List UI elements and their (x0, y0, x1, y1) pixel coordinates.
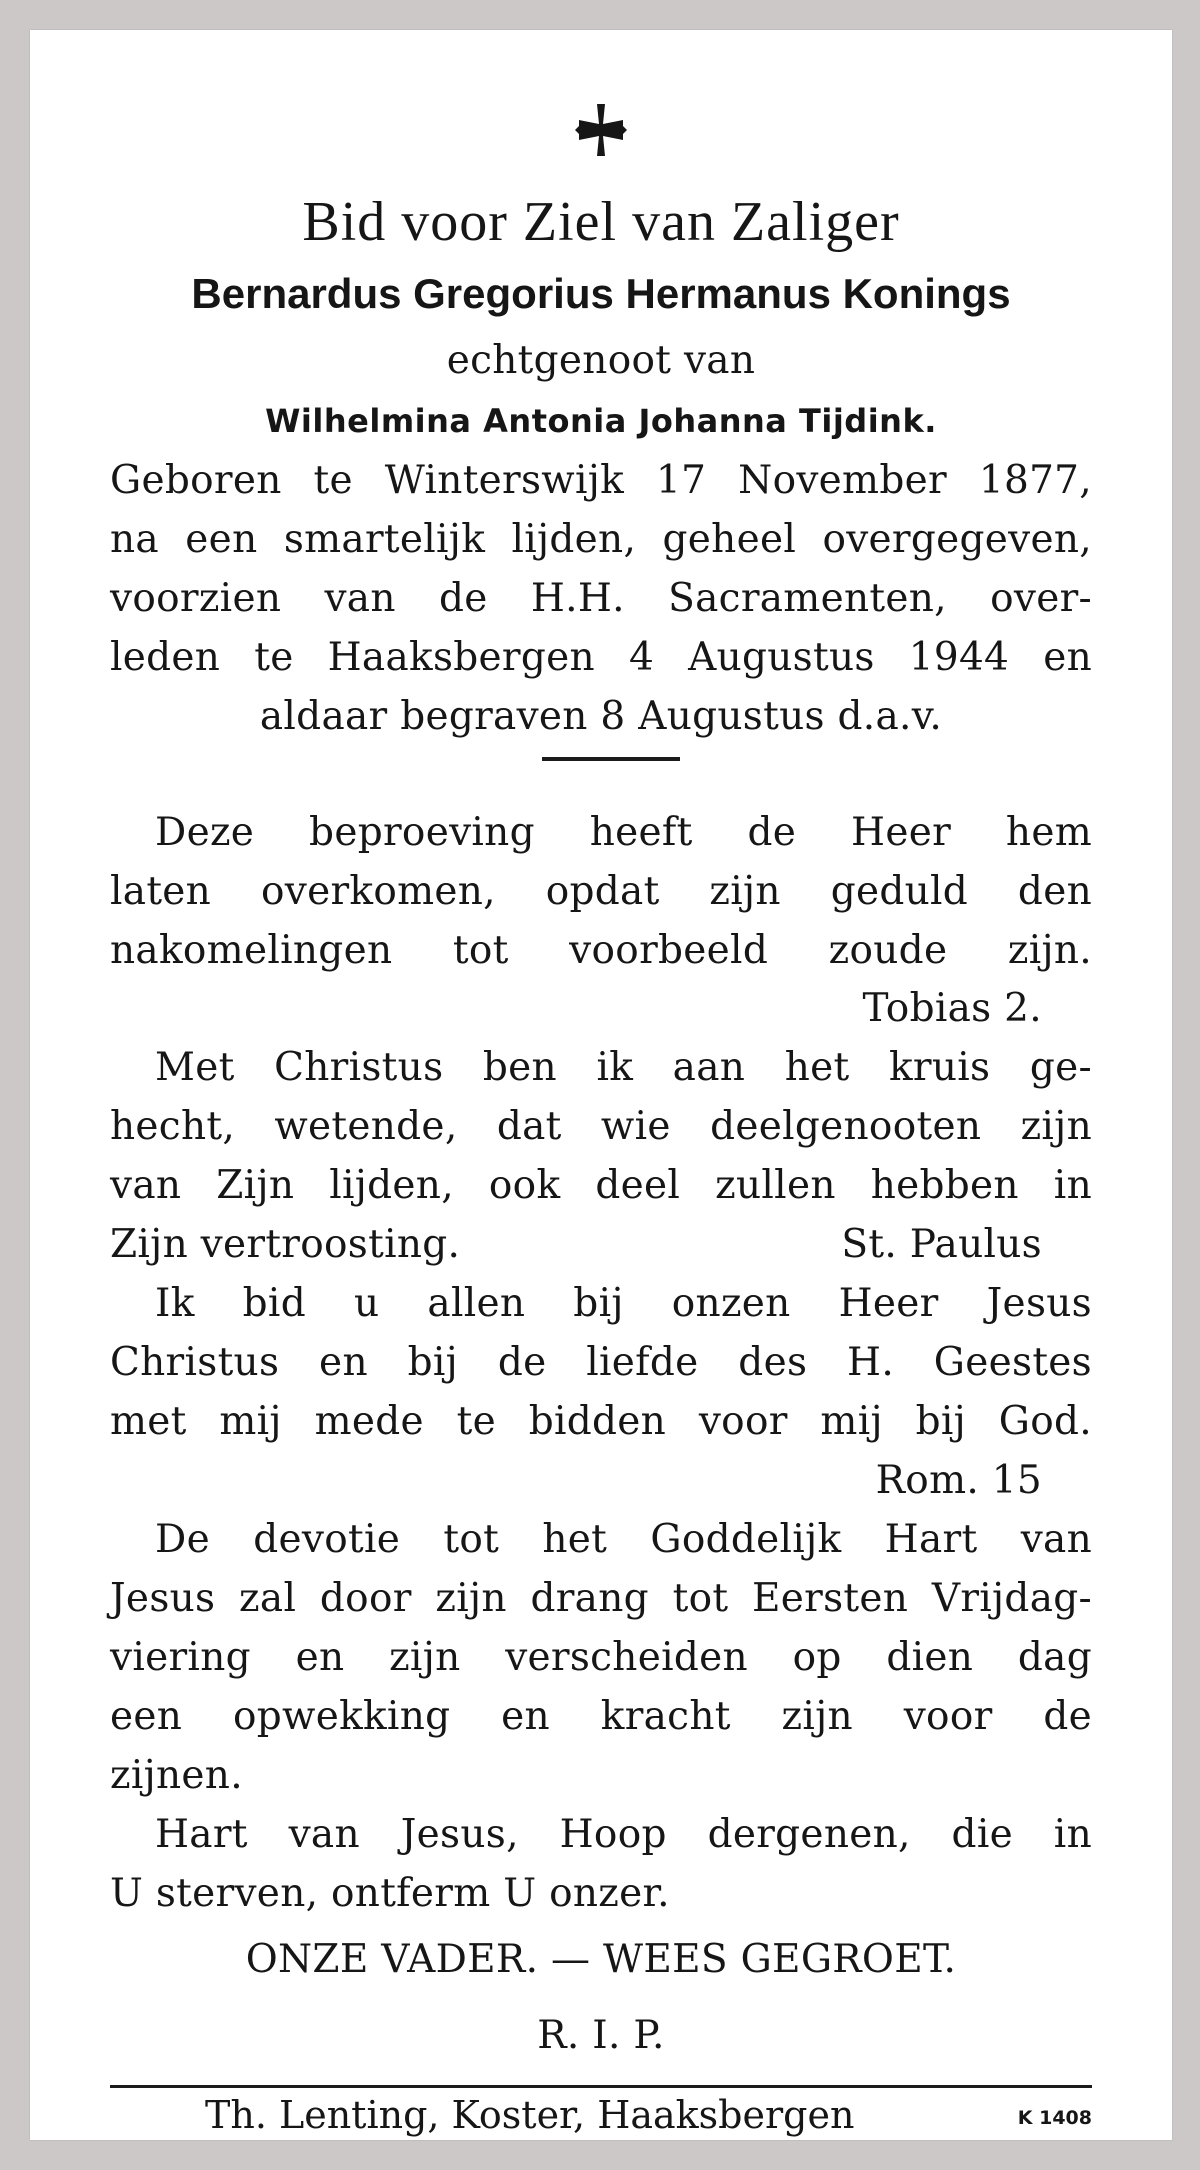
verse-line: laten overkomen, opdat zijn geduld den (110, 869, 1092, 914)
card-heading: Bid voor Ziel van Zaliger (302, 191, 900, 253)
verse-line: met mij mede te bidden voor mij bij God. (110, 1399, 1092, 1444)
verse-source: St. Paulus (841, 1222, 1042, 1267)
deceased-name: Bernardus Gregorius Hermanus Konings (191, 270, 1011, 317)
verse-line: Christus en bij de liefde des H. Geestes (110, 1340, 1092, 1385)
spouse-name: Wilhelmina Antonia Johanna Tijdink. (265, 402, 937, 440)
printer-name: Th. Lenting, Koster, Haaksbergen (205, 2093, 855, 2137)
devotion-line: Jesus zal door zijn drang tot Eersten Vrijdag- (110, 1576, 1092, 1621)
verse-line: Met Christus ben ik aan het kruis ge- (155, 1045, 1092, 1090)
verse-line: hecht, wetende, dat wie deelgenooten zijn (110, 1104, 1092, 1149)
print-code: K 1408 (1017, 2107, 1092, 2129)
divider-long (110, 2085, 1092, 2088)
devotion-line: De devotie tot het Goddelijk Hart van (155, 1517, 1092, 1562)
verse-line: Deze beproeving heeft de Heer hem (155, 810, 1092, 855)
rip-text: R. I. P. (537, 2013, 665, 2058)
devotion-line: een opwekking en kracht zijn voor de (110, 1694, 1092, 1739)
bio-line: Geboren te Winterswijk 17 November 1877, (110, 458, 1092, 503)
cross-pattee-icon (571, 100, 631, 160)
bio-line: voorzien van de H.H. Sacramenten, over- (110, 576, 1092, 621)
verse-source: Rom. 15 (875, 1458, 1042, 1503)
verse-line: Ik bid u allen bij onzen Heer Jesus (155, 1281, 1092, 1326)
verse-line: van Zijn lijden, ook deel zullen hebben in (110, 1163, 1092, 1208)
prayer-line: U sterven, ontferm U onzer. (110, 1871, 670, 1916)
memorial-card (30, 30, 1172, 2140)
devotion-line: viering en zijn verscheiden op dien dag (110, 1635, 1092, 1680)
bio-line: aldaar begraven 8 Augustus d.a.v. (259, 694, 943, 739)
verse-line: nakomelingen tot voorbeeld zoude zijn. (110, 928, 1092, 973)
divider-short (542, 757, 680, 761)
verse-line: Zijn vertroosting. (110, 1222, 461, 1267)
devotion-line: zijnen. (110, 1753, 243, 1798)
relation-text: echtgenoot van (446, 338, 756, 383)
prayer-line: Hart van Jesus, Hoop dergenen, die in (155, 1812, 1092, 1857)
closing-prayers: ONZE VADER. — WEES GEGROET. (245, 1937, 957, 1982)
bio-line: leden te Haaksbergen 4 Augustus 1944 en (110, 635, 1092, 680)
bio-line: na een smartelijk lijden, geheel overgegeven, (110, 517, 1092, 562)
verse-source: Tobias 2. (862, 986, 1042, 1031)
